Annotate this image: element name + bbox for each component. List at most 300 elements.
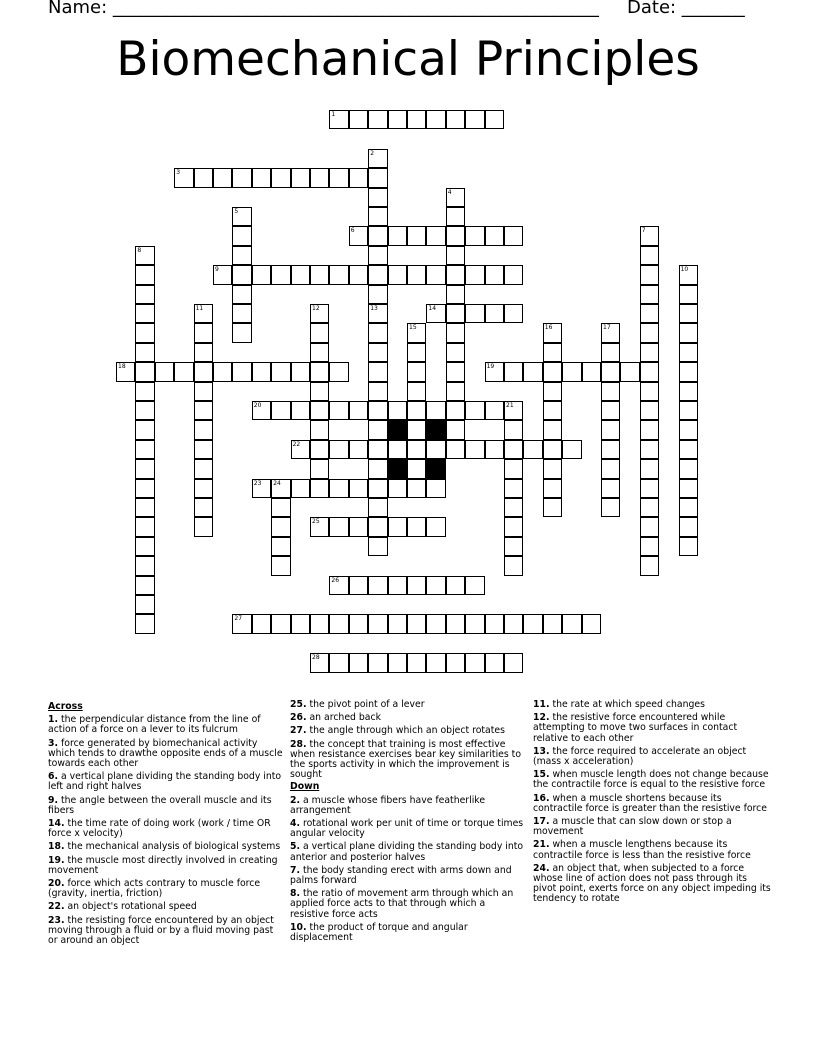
clue-down: 10. the product of torque and angular displacement [290,921,468,944]
grid-cell[interactable] [155,362,174,381]
grid-cell[interactable] [388,576,407,595]
grid-cell[interactable] [640,304,659,323]
grid-cell[interactable] [679,304,698,323]
grid-cell[interactable] [640,440,659,459]
grid-cell[interactable] [562,440,581,459]
grid-cell[interactable] [543,362,562,381]
grid-cell[interactable] [446,110,465,129]
grid-cell[interactable] [543,459,562,478]
grid-cell[interactable] [368,537,387,556]
grid-cell[interactable] [135,304,154,323]
grid-cell[interactable] [135,401,154,420]
grid-cell[interactable] [640,285,659,304]
grid-cell[interactable] [135,576,154,595]
grid-cell[interactable] [407,459,426,478]
grid-cell[interactable] [407,110,426,129]
grid-cell[interactable] [465,440,484,459]
grid-cell[interactable] [504,304,523,323]
grid-cell[interactable] [329,110,348,129]
grid-cell[interactable] [368,479,387,498]
grid-cell[interactable] [310,168,329,187]
grid-cell[interactable] [174,168,193,187]
grid-cell[interactable] [504,517,523,536]
grid-cell[interactable] [271,168,290,187]
grid-cell[interactable] [271,498,290,517]
grid-cell[interactable] [601,323,620,342]
grid-cell[interactable] [174,362,193,381]
grid-cell[interactable] [407,362,426,381]
grid-cell[interactable] [310,440,329,459]
grid-cell[interactable] [291,614,310,633]
grid-cell[interactable] [407,420,426,439]
grid-cell[interactable] [271,265,290,284]
grid-cell[interactable] [194,362,213,381]
grid-cell[interactable] [291,168,310,187]
grid-cell[interactable] [329,614,348,633]
grid-cell[interactable] [291,362,310,381]
grid-cell[interactable] [407,382,426,401]
grid-cell[interactable] [446,614,465,633]
grid-cell[interactable] [679,285,698,304]
grid-cell[interactable] [329,653,348,672]
grid-cell[interactable] [271,614,290,633]
grid-cell[interactable] [679,323,698,342]
grid-cell[interactable] [232,323,251,342]
grid-cell[interactable] [426,653,445,672]
grid-cell[interactable] [407,265,426,284]
grid-cell[interactable] [543,401,562,420]
grid-cell[interactable] [562,362,581,381]
grid-cell[interactable] [329,362,348,381]
grid-cell[interactable] [388,265,407,284]
grid-cell[interactable] [368,323,387,342]
grid-cell[interactable] [485,440,504,459]
grid-cell[interactable] [329,479,348,498]
grid-cell[interactable] [601,401,620,420]
grid-cell[interactable] [426,576,445,595]
grid-cell[interactable] [601,459,620,478]
clue-number: 6 [350,227,355,235]
grid-cell[interactable] [135,265,154,284]
grid-cell[interactable] [640,343,659,362]
grid-cell[interactable] [368,498,387,517]
grid-cell[interactable] [388,440,407,459]
grid-cell[interactable] [135,517,154,536]
grid-cell[interactable] [194,440,213,459]
grid-cell[interactable] [194,479,213,498]
grid-cell[interactable] [446,343,465,362]
grid-cell[interactable] [504,614,523,633]
grid-cell[interactable] [310,653,329,672]
grid-cell[interactable] [368,440,387,459]
grid-cell[interactable] [135,498,154,517]
grid-cell[interactable] [426,517,445,536]
grid-cell[interactable] [543,323,562,342]
grid-cell[interactable] [135,246,154,265]
grid-cell[interactable] [582,614,601,633]
grid-cell[interactable] [446,401,465,420]
grid-cell[interactable] [271,556,290,575]
grid-cell[interactable] [232,362,251,381]
grid-cell[interactable] [426,265,445,284]
grid-cell[interactable] [504,420,523,439]
grid-cell[interactable] [446,304,465,323]
grid-cell[interactable] [271,362,290,381]
grid-cell[interactable] [135,459,154,478]
grid-cell[interactable] [620,362,639,381]
grid-cell[interactable] [465,226,484,245]
grid-cell[interactable] [679,401,698,420]
grid-cell[interactable] [368,362,387,381]
grid-cell[interactable] [640,420,659,439]
grid-cell[interactable] [349,517,368,536]
grid-cell[interactable] [252,265,271,284]
grid-cell[interactable] [407,401,426,420]
clue-number: 9 [215,266,219,274]
grid-cell[interactable] [232,246,251,265]
grid-cell[interactable] [194,304,213,323]
grid-cell[interactable] [446,420,465,439]
grid-cell[interactable] [349,110,368,129]
grid-cell[interactable] [601,498,620,517]
grid-cell[interactable] [543,420,562,439]
grid-cell[interactable] [194,498,213,517]
grid-cell[interactable] [194,382,213,401]
grid-cell[interactable] [446,362,465,381]
grid-cell[interactable] [543,343,562,362]
grid-cell[interactable] [446,653,465,672]
grid-cell[interactable] [310,479,329,498]
grid-cell[interactable] [310,304,329,323]
grid-cell[interactable] [485,304,504,323]
grid-cell[interactable] [485,614,504,633]
grid-cell[interactable] [407,323,426,342]
grid-cell[interactable] [368,382,387,401]
grid-cell[interactable] [135,285,154,304]
grid-cell[interactable] [329,517,348,536]
grid-cell[interactable] [601,343,620,362]
grid-cell[interactable] [679,343,698,362]
grid-cell[interactable] [523,614,542,633]
grid-cell[interactable] [232,304,251,323]
clue-across: 6. a vertical plane dividing the standing body into left and right halves [48,771,282,793]
grid-cell[interactable] [679,498,698,517]
grid-cell[interactable] [446,265,465,284]
grid-cell[interactable] [252,401,271,420]
grid-cell[interactable] [388,517,407,536]
grid-cell[interactable] [368,285,387,304]
grid-cell[interactable] [135,343,154,362]
grid-cell[interactable] [388,401,407,420]
grid-cell[interactable] [232,226,251,245]
grid-cell[interactable] [135,382,154,401]
clue-number: 11 [195,305,204,312]
grid-cell[interactable] [194,517,213,536]
grid-cell[interactable] [368,188,387,207]
grid-cell[interactable] [426,304,445,323]
grid-cell[interactable] [368,226,387,245]
grid-cell[interactable] [213,362,232,381]
grid-cell[interactable] [135,323,154,342]
grid-cell[interactable] [271,537,290,556]
grid-cell[interactable] [368,459,387,478]
grid-cell[interactable] [601,440,620,459]
grid-cell[interactable] [368,517,387,536]
grid-cell[interactable] [543,382,562,401]
grid-cell[interactable] [504,479,523,498]
grid-cell[interactable] [194,323,213,342]
grid-cell[interactable] [252,362,271,381]
grid-cell[interactable] [329,168,348,187]
grid-cell[interactable] [504,440,523,459]
grid-cell[interactable] [407,440,426,459]
black-square [388,420,407,439]
grid-cell[interactable] [368,110,387,129]
grid-cell[interactable] [679,517,698,536]
grid-cell[interactable] [504,362,523,381]
grid-cell[interactable] [252,479,271,498]
grid-cell[interactable] [407,614,426,633]
grid-cell[interactable] [232,285,251,304]
grid-cell[interactable] [310,343,329,362]
grid-cell[interactable] [679,440,698,459]
grid-cell[interactable] [194,420,213,439]
grid-cell[interactable] [426,440,445,459]
grid-cell[interactable] [543,479,562,498]
grid-cell[interactable] [388,110,407,129]
date-field-label: Date: _______ [627,0,745,18]
grid-cell[interactable] [368,168,387,187]
grid-cell[interactable] [485,265,504,284]
grid-cell[interactable] [310,265,329,284]
grid-cell[interactable] [349,479,368,498]
grid-cell[interactable] [640,226,659,245]
grid-cell[interactable] [504,265,523,284]
grid-cell[interactable] [388,653,407,672]
grid-cell[interactable] [388,614,407,633]
grid-cell[interactable] [407,517,426,536]
grid-cell[interactable] [232,168,251,187]
grid-cell[interactable] [465,576,484,595]
grid-cell[interactable] [446,207,465,226]
grid-cell[interactable] [679,459,698,478]
grid-cell[interactable] [465,304,484,323]
grid-cell[interactable] [368,614,387,633]
grid-cell[interactable] [446,440,465,459]
grid-cell[interactable] [232,614,251,633]
grid-cell[interactable] [252,614,271,633]
grid-cell[interactable] [349,614,368,633]
grid-cell[interactable] [601,420,620,439]
grid-cell[interactable] [640,498,659,517]
grid-cell[interactable] [310,420,329,439]
grid-cell[interactable] [213,168,232,187]
grid-cell[interactable] [135,614,154,633]
grid-cell[interactable] [349,168,368,187]
grid-cell[interactable] [640,517,659,536]
clue-down: 15. when muscle length does not change because the contractile force is equal to the resistive force [533,769,769,791]
grid-cell[interactable] [679,382,698,401]
grid-cell[interactable] [310,614,329,633]
grid-cell[interactable] [504,537,523,556]
grid-cell[interactable] [640,556,659,575]
grid-cell[interactable] [407,479,426,498]
grid-cell[interactable] [194,168,213,187]
grid-cell[interactable] [640,401,659,420]
grid-cell[interactable] [465,653,484,672]
grid-cell[interactable] [310,401,329,420]
grid-cell[interactable] [465,265,484,284]
grid-cell[interactable] [194,343,213,362]
grid-cell[interactable] [407,343,426,362]
grid-cell[interactable] [426,110,445,129]
grid-cell[interactable] [543,440,562,459]
grid-cell[interactable] [485,226,504,245]
grid-cell[interactable] [310,517,329,536]
grid-cell[interactable] [679,265,698,284]
grid-cell[interactable] [310,362,329,381]
grid-cell[interactable] [523,362,542,381]
grid-cell[interactable] [116,362,135,381]
grid-cell[interactable] [388,479,407,498]
grid-cell[interactable] [271,401,290,420]
grid-cell[interactable] [291,479,310,498]
grid-cell[interactable] [523,440,542,459]
clue-down: 13. the force required to accelerate an object (mass x acceleration) [533,745,747,768]
clue-across: 1. the perpendicular distance from the line of action of a force on a lever to its fulcrum [48,714,261,736]
grid-cell[interactable] [562,614,581,633]
grid-cell[interactable] [368,265,387,284]
grid-cell[interactable] [349,653,368,672]
grid-cell[interactable] [310,459,329,478]
grid-cell[interactable] [135,362,154,381]
grid-cell[interactable] [349,440,368,459]
grid-cell[interactable] [504,226,523,245]
grid-cell[interactable] [485,401,504,420]
clue-across: 28. the concept that training is most effective when resistance exercises bear key similarities to the sports activity in which the improvement is sought [290,738,522,781]
grid-cell[interactable] [426,401,445,420]
clue-across: 18. the mechanical analysis of biological systems [48,841,281,853]
grid-cell[interactable] [601,382,620,401]
grid-cell[interactable] [679,420,698,439]
grid-cell[interactable] [329,440,348,459]
grid-cell[interactable] [291,401,310,420]
grid-cell[interactable] [582,362,601,381]
grid-cell[interactable] [135,420,154,439]
grid-cell[interactable] [407,653,426,672]
grid-cell[interactable] [446,323,465,342]
grid-cell[interactable] [368,304,387,323]
grid-cell[interactable] [310,382,329,401]
grid-cell[interactable] [291,440,310,459]
grid-cell[interactable] [504,653,523,672]
grid-cell[interactable] [213,265,232,284]
grid-cell[interactable] [601,479,620,498]
grid-cell[interactable] [640,246,659,265]
grid-cell[interactable] [426,479,445,498]
grid-cell[interactable] [349,576,368,595]
grid-cell[interactable] [368,207,387,226]
grid-cell[interactable] [368,149,387,168]
grid-cell[interactable] [135,479,154,498]
grid-cell[interactable] [640,459,659,478]
grid-cell[interactable] [368,401,387,420]
grid-cell[interactable] [504,498,523,517]
grid-cell[interactable] [368,246,387,265]
grid-cell[interactable] [194,459,213,478]
grid-cell[interactable] [135,595,154,614]
grid-cell[interactable] [543,498,562,517]
grid-cell[interactable] [349,265,368,284]
grid-cell[interactable] [504,401,523,420]
grid-cell[interactable] [135,440,154,459]
grid-cell[interactable] [194,401,213,420]
clue-across: 9. the angle between the overall muscle and its fibers [48,794,272,816]
grid-cell[interactable] [679,479,698,498]
grid-cell[interactable] [407,576,426,595]
grid-cell[interactable] [485,653,504,672]
grid-cell[interactable] [446,382,465,401]
grid-cell[interactable] [407,226,426,245]
grid-cell[interactable] [368,343,387,362]
grid-cell[interactable] [543,614,562,633]
grid-cell[interactable] [446,188,465,207]
grid-cell[interactable] [640,537,659,556]
grid-cell[interactable] [232,265,251,284]
grid-cell[interactable] [640,382,659,401]
grid-cell[interactable] [310,323,329,342]
grid-cell[interactable] [640,479,659,498]
grid-cell[interactable] [329,265,348,284]
grid-cell[interactable] [640,265,659,284]
grid-cell[interactable] [252,168,271,187]
grid-cell[interactable] [291,265,310,284]
grid-cell[interactable] [426,226,445,245]
grid-cell[interactable] [601,362,620,381]
grid-cell[interactable] [485,362,504,381]
grid-cell[interactable] [446,226,465,245]
grid-cell[interactable] [368,576,387,595]
grid-cell[interactable] [446,576,465,595]
grid-cell[interactable] [504,556,523,575]
grid-cell[interactable] [640,362,659,381]
grid-cell[interactable] [368,420,387,439]
grid-cell[interactable] [349,226,368,245]
grid-cell[interactable] [446,285,465,304]
grid-cell[interactable] [465,110,484,129]
grid-cell[interactable] [388,226,407,245]
grid-cell[interactable] [135,556,154,575]
grid-cell[interactable] [232,207,251,226]
grid-cell[interactable] [679,362,698,381]
grid-cell[interactable] [465,614,484,633]
grid-cell[interactable] [368,653,387,672]
grid-cell[interactable] [485,110,504,129]
grid-cell[interactable] [426,614,445,633]
grid-cell[interactable] [349,401,368,420]
grid-cell[interactable] [446,246,465,265]
grid-cell[interactable] [465,401,484,420]
grid-cell[interactable] [679,537,698,556]
grid-cell[interactable] [504,459,523,478]
grid-cell[interactable] [640,323,659,342]
grid-cell[interactable] [329,576,348,595]
grid-cell[interactable] [135,537,154,556]
grid-cell[interactable] [271,479,290,498]
grid-cell[interactable] [329,401,348,420]
clues-column-2 [290,700,526,943]
grid-cell[interactable] [271,517,290,536]
